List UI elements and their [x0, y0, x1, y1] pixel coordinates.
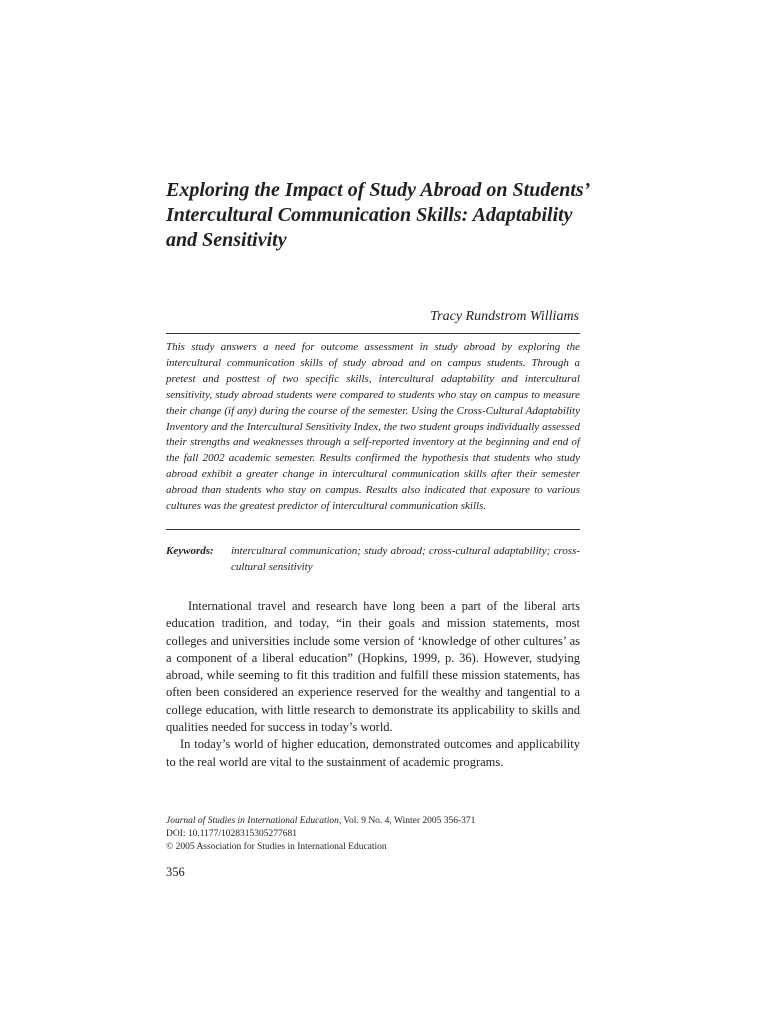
page-number: 356: [166, 865, 185, 879]
keywords-block: [166, 543, 580, 575]
keywords-text: intercultural communication; study abroad; cross-cultural adaptability; cross-cultural sensitivity: [231, 545, 580, 573]
body-text: [166, 598, 580, 771]
journal-name: Journal of Studies in International Education,: [166, 816, 342, 826]
doi-line: DOI: 10.1177/1028315305277681: [166, 829, 298, 839]
article-title: Exploring the Impact of Study Abroad on Students’ Intercultural Communication Skills: Adaptability and Sensitivity: [166, 179, 589, 251]
citation-footer: [166, 815, 580, 854]
copyright-line: © 2005 Association for Studies in International Education: [166, 842, 387, 852]
keywords-label: Keywords:: [166, 545, 214, 557]
body-paragraph-2: In today’s world of higher education, demonstrated outcomes and applicability to the real world are vital to the sustainment of academic programs.: [166, 737, 580, 769]
journal-citation: [166, 815, 580, 828]
body-paragraph-1: International travel and research have long been a part of the liberal arts education tradition, and today, “in their goals and mission statements, most colleges and universities include some version of ‘knowledge of other cultures’ as a component of a liberal education” (Hopkins, 1999, p. 36). However, studying abroad, while seeming to fit this tradition and fulfill these mission statements, has often been considered an experience reserved for the wealthy and tangential to a college education, with little research to demonstrate its applicability to skills and qualities needed for success in today’s world.: [166, 599, 580, 735]
abstract-bottom-rule: [166, 529, 580, 530]
author-name: Tracy Rundstrom Williams: [430, 309, 579, 324]
abstract-top-rule: [166, 333, 580, 334]
abstract-text: This study answers a need for outcome assessment in study abroad by exploring the intercultural communication skills of study abroad and on campus students. Through a pretest and posttest of two specific skills, intercultural adaptability and intercultural sensitivity, study abroad students were compared to students who stay on campus to measure their change (if any) during the course of the semester. Using the Cross-Cultural Adaptability Inventory and the Intercultural Sensitivity Index, the two student groups individually assessed their strengths and weaknesses through a self-reported inventory at the beginning and end of the fall 2002 academic semester. Results confirmed the hypothesis that students who study abroad exhibit a greater change in intercultural communication skills after their semester abroad than students who stay on campus. Results also indicated that exposure to various cultures was the greatest predictor of intercultural communication skills.: [166, 341, 580, 513]
journal-volume: Vol. 9 No. 4, Winter 2005 356-371: [341, 816, 476, 826]
